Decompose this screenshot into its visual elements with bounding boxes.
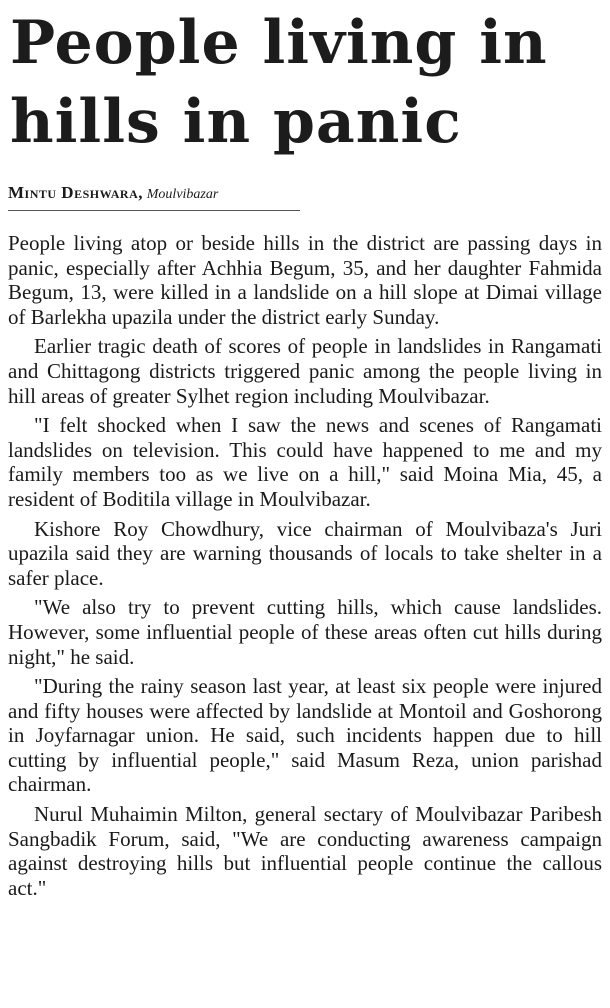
author-name: Mintu Deshwara, [8,183,144,202]
paragraph: Nurul Muhaimin Milton, general sectary of Moulvibazar Paribesh Sangbadik Forum, said, "We are conducting awareness campaign against destroying hills but influential people continue the callous act." [8,802,602,900]
headline [10,4,602,162]
paragraph: Kishore Roy Chowdhury, vice chairman of Moulvibaza's Juri upazila said they are warning thousands of locals to take shelter in a safer place. [8,516,602,590]
paragraph: "We also try to prevent cutting hills, which cause landslides. However, some influential people of these areas often cut hills during night," he said. [8,595,602,669]
dateline-location: Moulvibazar [146,187,219,202]
paragraph: "I felt shocked when I saw the news and scenes of Rangamati landslides on television. This could have happened to me and my family members too as we live on a hill," said Moina Mia, 45, a resident of Boditila village in Moulvibazar. [8,413,602,511]
byline [8,184,300,211]
paragraph: Earlier tragic death of scores of people in landslides in Rangamati and Chittagong districts triggered panic among the people living in hill areas of greater Sylhet region including Moulvibazar. [8,334,602,408]
paragraph: "During the rainy season last year, at least six people were injured and fifty houses were affected by landslide at Montoil and Goshorong in Joyfarnagar union. He said, such incidents happen due to hill cutting by influential people," said Masum Reza, union parishad chairman. [8,674,602,797]
paragraph: People living atop or beside hills in the district are passing days in panic, especially after Achhia Begum, 35, and her daughter Fahmida Begum, 13, were killed in a landslide on a hill slope at Dimai village of Barlekha upazila under the district early Sunday. [8,231,602,329]
headline-line-2: hills in panic [10,87,462,157]
article-body [8,231,602,900]
headline-line-1: People living in [10,8,548,78]
